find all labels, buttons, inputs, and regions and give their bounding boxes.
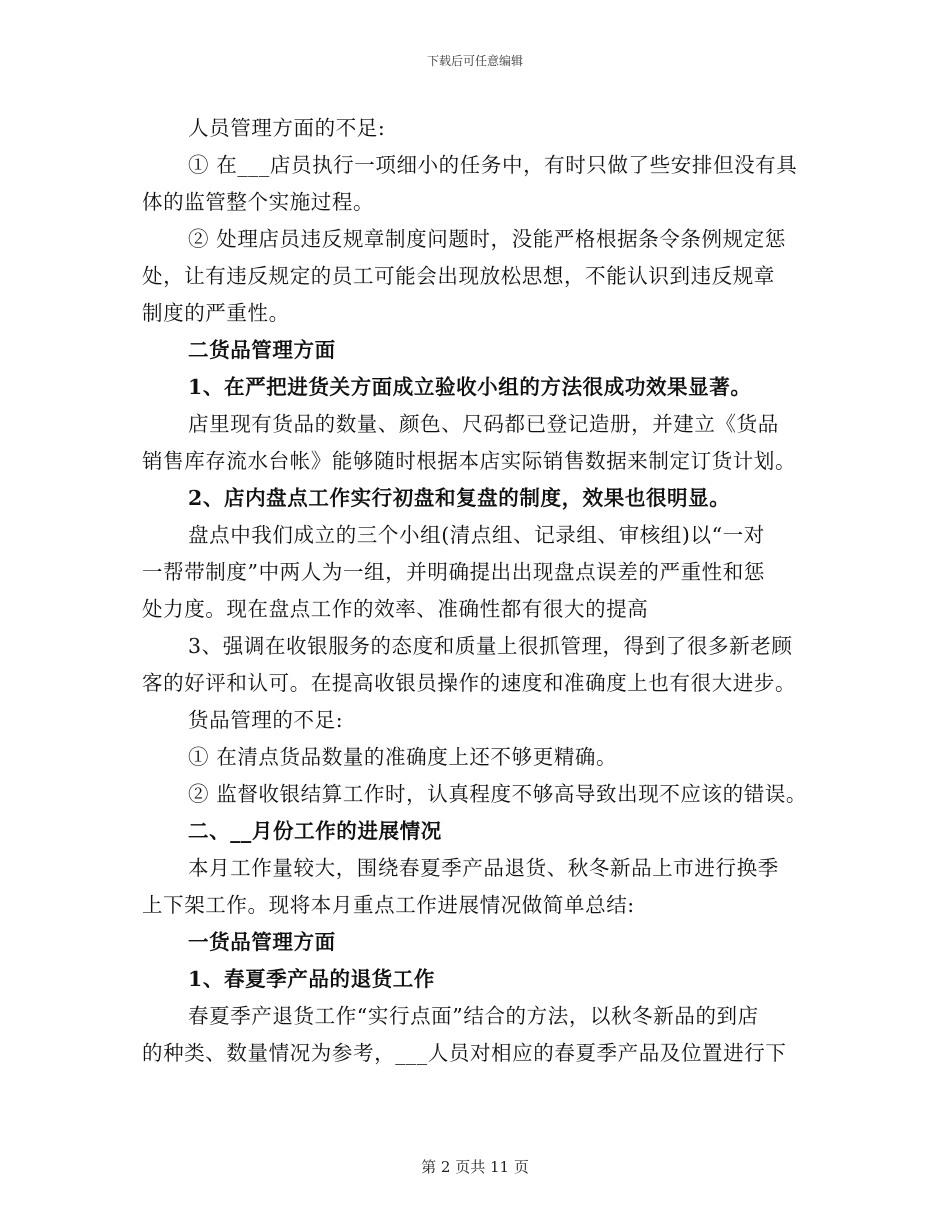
text-line: 客的好评和认可。在提高收银员操作的速度和准确度上也有很大进步。 [142, 671, 797, 695]
text-line: 3、强调在收银服务的态度和质量上很抓管理，得到了很多新老顾 [188, 634, 793, 658]
text-line: 制度的严重性。 [142, 301, 290, 325]
text-line: 人员管理方面的不足: [188, 116, 386, 140]
subsection-heading: 2、店内盘点工作实行初盘和复盘的制度，效果也很明显。 [188, 486, 731, 510]
text-line: ② 处理店员违反规章制度问题时，没能严格根据条令条例规定惩 [188, 227, 786, 251]
text-line: 店里现有货品的数量、颜色、尺码都已登记造册，并建立《货品 [188, 412, 779, 436]
text-line: 处力度。现在盘点工作的效率、准确性都有很大的提高 [142, 597, 649, 621]
text-line: 一帮带制度”中两人为一组，并明确提出出现盘点误差的严重性和惩 [142, 560, 765, 584]
text-line: ② 监督收银结算工作时，认真程度不够高导致出现不应该的错误。 [188, 782, 808, 806]
page-footer: 第 2 页共 11 页 [421, 1158, 529, 1176]
text-line: 上下架工作。现将本月重点工作进展情况做简单总结: [142, 893, 635, 917]
subsection-heading: 1、春夏季产品的退货工作 [188, 967, 435, 991]
section-heading: 一货品管理方面 [188, 930, 336, 954]
document-body [142, 110, 822, 1072]
subsection-heading: 1、在严把进货关方面成立验收小组的方法很成功效果显著。 [188, 375, 752, 399]
text-line: 的种类、数量情况为参考，___人员对相应的春夏季产品及位置进行下 [142, 1041, 787, 1065]
text-line: ① 在___店员执行一项细小的任务中，有时只做了些安排但没有具 [188, 153, 798, 177]
text-line: 处，让有违反规定的员工可能会出现放松思想，不能认识到违反规章 [142, 264, 775, 288]
text-line: 体的监管整个实施过程。 [142, 190, 375, 214]
section-heading: 二、__月份工作的进展情况 [188, 819, 442, 843]
text-line: ① 在清点货品数量的准确度上还不够更精确。 [188, 745, 618, 769]
text-line: 盘点中我们成立的三个小组(清点组、记录组、审核组)以“一对 [188, 523, 765, 547]
section-heading: 二货品管理方面 [188, 338, 336, 362]
text-line: 销售库存流水台帐》能够随时根据本店实际销售数据来制定订货计划。 [142, 449, 797, 473]
page-header: 下载后可任意编辑 [426, 54, 523, 68]
text-line: 春夏季产退货工作“实行点面”结合的方法，以秋冬新品的到店 [188, 1004, 759, 1028]
text-line: 本月工作量较大，围绕春夏季产品退货、秋冬新品上市进行换季 [188, 856, 779, 880]
text-line: 货品管理的不足: [188, 708, 344, 732]
